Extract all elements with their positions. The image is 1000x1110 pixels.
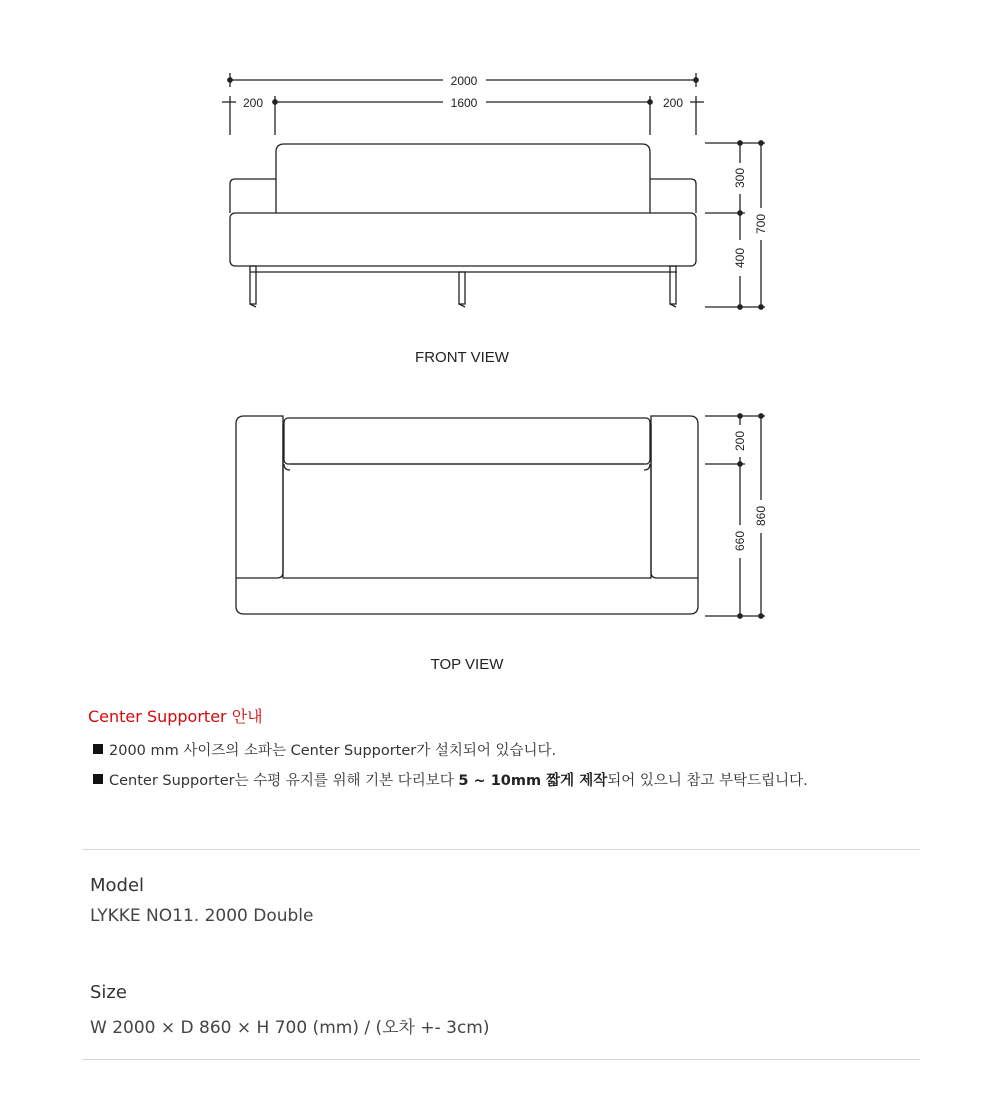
back-depth-label: 200 <box>733 430 747 452</box>
top-view-sofa <box>236 416 698 614</box>
arm-right-label: 200 <box>662 96 684 110</box>
note-text-bold: 5 ~ 10mm 짧게 제작 <box>458 773 608 789</box>
divider <box>82 849 920 850</box>
note-item <box>93 769 928 790</box>
note-text-post: 되어 있으니 참고 부탁드립니다. <box>607 773 808 789</box>
note-text-pre: Center Supporter는 수평 유지를 위해 기본 다리보다 <box>109 773 459 789</box>
square-bullet-icon <box>93 774 103 784</box>
model-spec <box>90 875 890 926</box>
overall-width-label: 2000 <box>450 74 478 88</box>
model-label: Model <box>90 875 145 896</box>
note-text: 2000 mm 사이즈의 소파는 Center Supporter가 설치되어 있습니다. <box>109 743 557 759</box>
arm-left-label: 200 <box>242 96 264 110</box>
seat-width-label: 1600 <box>450 96 478 110</box>
size-value: W 2000 × D 860 × H 700 (mm) / (오차 +- 3cm) <box>90 1018 490 1038</box>
notes-title: Center Supporter 안내 <box>88 707 263 726</box>
back-height-label: 300 <box>733 167 747 189</box>
size-spec <box>90 982 890 1038</box>
square-bullet-icon <box>93 744 103 754</box>
model-value: LYKKE NO11. 2000 Double <box>90 906 314 926</box>
divider <box>82 1059 920 1060</box>
size-label: Size <box>90 982 127 1003</box>
total-depth-label: 860 <box>754 505 768 527</box>
front-view-label: FRONT VIEW <box>415 349 509 366</box>
seat-depth-label: 660 <box>733 530 747 552</box>
top-view-label: TOP VIEW <box>430 656 504 673</box>
seat-height-label: 400 <box>733 247 747 269</box>
total-height-label: 700 <box>754 213 768 235</box>
front-view-sofa <box>230 144 696 307</box>
note-item <box>93 739 928 760</box>
center-supporter-notes <box>88 704 928 799</box>
